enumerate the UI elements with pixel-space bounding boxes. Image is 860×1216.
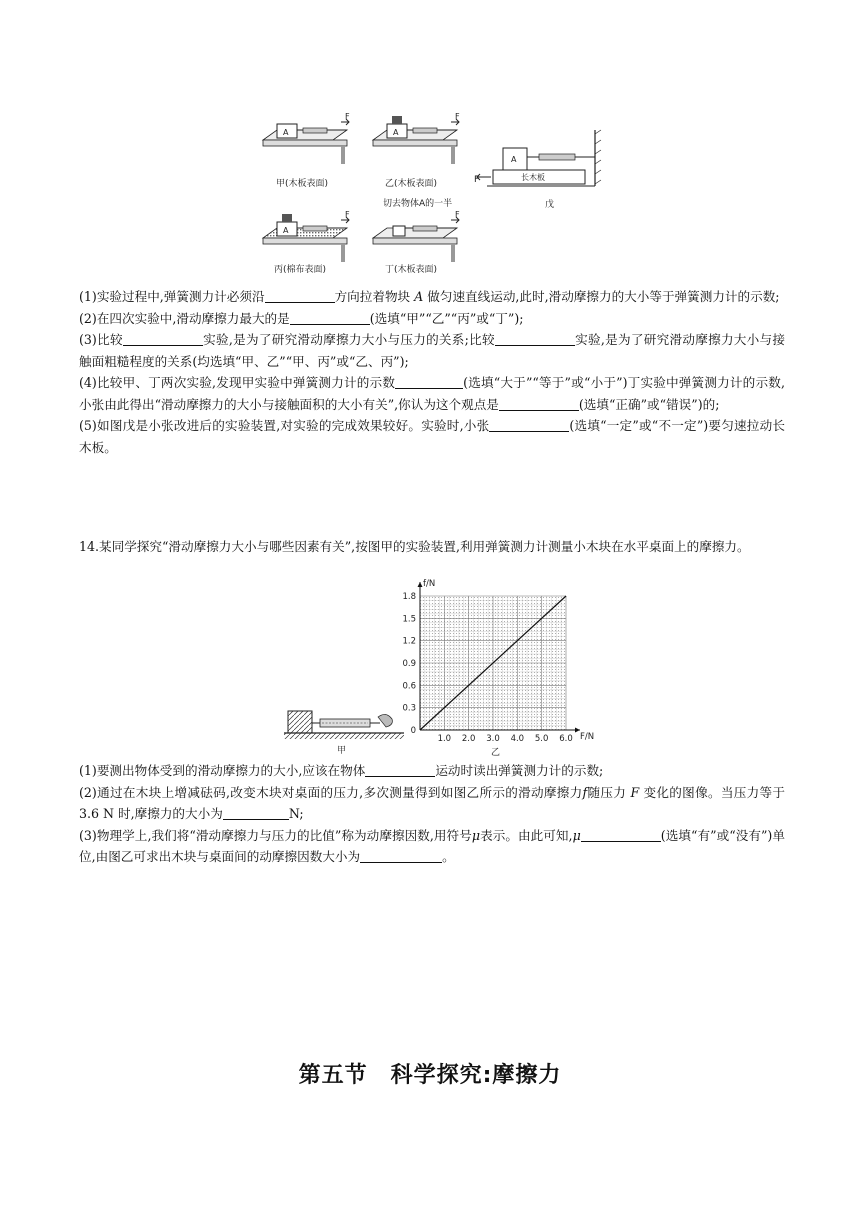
q13-part1: (1)实验过程中,弹簧测力计必须沿 方向拉着物块 A 做匀速直线运动,此时,滑动摩擦力的大小等于弹簧测力计的示数; [79, 289, 780, 304]
x-axis-label: F/N [580, 732, 595, 742]
x-tick-label: 1.0 [437, 734, 452, 744]
answer-blank[interactable] [365, 762, 435, 777]
caption-yi: 乙(木板表面) [385, 179, 438, 189]
answer-blank[interactable] [265, 288, 335, 303]
answer-blank[interactable] [581, 827, 661, 842]
y-tick-label: 1.5 [402, 614, 416, 625]
q14-part3: (3)物理学上,我们将“滑动摩擦力与压力的比值”称为动摩擦因数,用符号μ表示。由此可知,μ (选填“有”或“没有”)单位,由图乙可求出木块与桌面间的动摩擦因数大小为 。 [79, 827, 785, 864]
caption-jia: 甲(木板表面) [276, 179, 329, 189]
setup-yi [373, 112, 460, 164]
y-tick-label: 1.8 [402, 592, 416, 602]
caption-cut-note: 切去物体A的一半 [383, 199, 453, 209]
caption-fig-yi: 乙 [491, 748, 501, 758]
y-tick-label: 0 [410, 726, 416, 736]
caption-wu: 戊 [545, 200, 555, 210]
q13-part5: (5)如图戊是小张改进后的实验装置,对实验的完成效果较好。实验时,小张 (选填“一定”或“不一定”)要匀速拉动长木板。 [79, 418, 785, 455]
y-axis-label: f/N [423, 579, 436, 589]
x-tick-label: 4.0 [510, 734, 525, 744]
setup-bing [263, 210, 350, 262]
q13-part4: (4)比较甲、丁两次实验,发现甲实验中弹簧测力计的示数 (选填“大于”“等于”或“小于”)丁实验中弹簧测力计的示数,小张由此得出“滑动摩擦力的大小与接触面积的大小有关”,你认为这个观点是 (选填“正确”或“错误”)的; [79, 375, 786, 412]
svg-text:A: A [393, 128, 399, 137]
svg-text:A: A [283, 226, 289, 235]
q14-part2: (2)通过在木块上增减砝码,改变木块对桌面的压力,多次测量得到如图乙所示的滑动摩擦力f随压力 F 变化的图像。当压力等于 3.6 N 时,摩擦力的大小为 N; [79, 784, 785, 821]
answer-blank[interactable] [499, 396, 579, 411]
svg-text:F: F [345, 112, 350, 121]
svg-text:F: F [455, 210, 460, 219]
force-label-wu: F [474, 175, 480, 185]
friction-apparatus-figure [255, 110, 605, 280]
caption-ding: 丁(木板表面) [385, 265, 438, 275]
svg-text:长木板: 长木板 [521, 173, 545, 182]
question-14 [79, 760, 785, 868]
question-14-stem: 14.某同学探究“滑动摩擦力大小与哪些因素有关”,按图甲的实验装置,利用弹簧测力计测量小木块在水平桌面上的摩擦力。 [79, 539, 750, 554]
svg-text:F: F [455, 112, 460, 121]
answer-blank[interactable] [489, 417, 569, 432]
y-tick-label: 0.3 [402, 703, 416, 714]
svg-text:A: A [511, 155, 517, 164]
answer-blank[interactable] [290, 310, 370, 325]
x-tick-label: 5.0 [534, 734, 549, 744]
q13-part2: (2)在四次实验中,滑动摩擦力最大的是 (选填“甲”“乙”“丙”或“丁”); [79, 310, 524, 326]
friction-force-chart [398, 578, 598, 756]
caption-bing: 丙(棉布表面) [274, 265, 327, 275]
q14-part1: (1)要测出物体受到的滑动摩擦力的大小,应该在物体 运动时读出弹簧测力计的示数; [79, 763, 604, 778]
answer-blank[interactable] [395, 374, 463, 389]
answer-blank[interactable] [360, 848, 442, 863]
x-tick-label: 2.0 [461, 734, 476, 744]
q13-part3: (3)比较 实验,是为了研究滑动摩擦力大小与压力的关系;比较 实验,是为了研究滑动摩擦力大小与接触面粗糙程度的关系(均选填“甲、乙”“甲、丙”或“乙、丙”); [79, 332, 785, 369]
answer-blank[interactable] [223, 805, 289, 820]
y-axis-arrow [418, 582, 423, 587]
answer-blank[interactable] [495, 331, 575, 346]
y-tick-label: 0.6 [402, 681, 416, 692]
section-title: 第五节 科学探究:摩擦力 [298, 1063, 562, 1088]
setup-ding [373, 210, 460, 262]
y-tick-label: 0.9 [402, 659, 416, 669]
answer-blank[interactable] [123, 331, 203, 346]
caption-fig-jia: 甲 [337, 746, 347, 756]
setup-jia [263, 112, 350, 164]
svg-text:F: F [345, 210, 350, 219]
x-tick-label: 6.0 [559, 734, 573, 744]
block-a-label: A [283, 128, 289, 137]
x-tick-label: 3.0 [486, 734, 500, 744]
setup-wu [477, 130, 601, 186]
question-13 [79, 286, 785, 458]
y-tick-label: 1.2 [402, 636, 416, 647]
